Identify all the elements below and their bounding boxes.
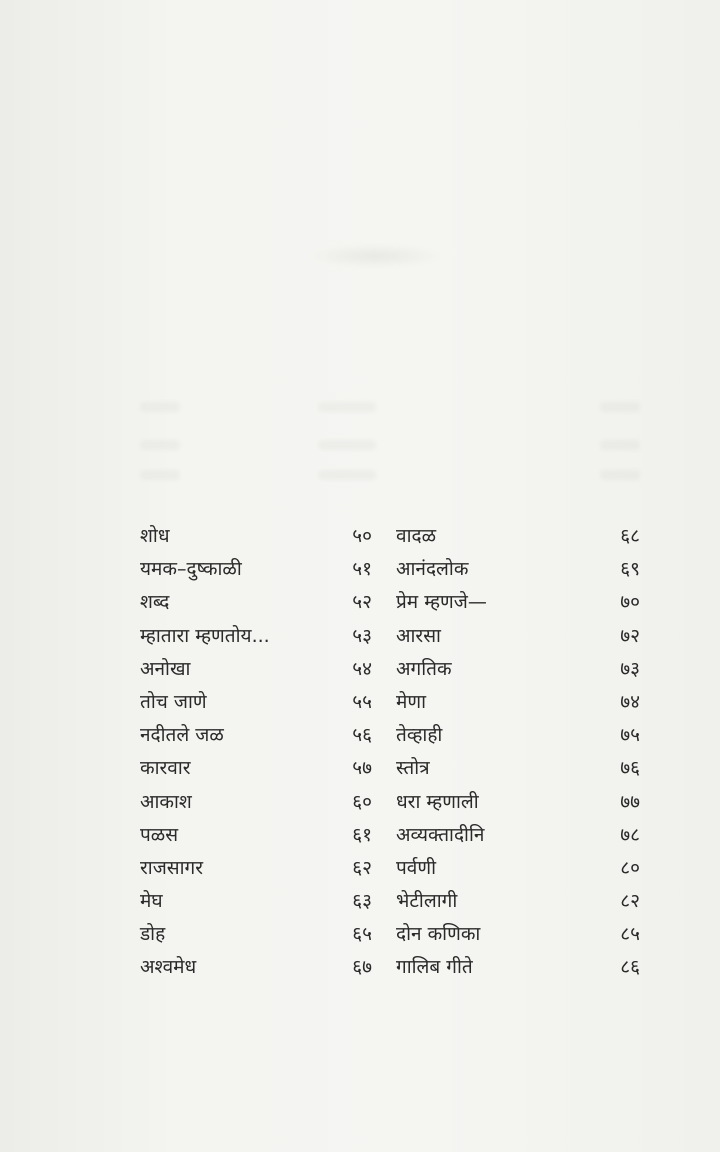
toc-entry-page: ७० [620,591,640,614]
toc-entry-title: अनोखा [140,657,191,680]
toc-entry-title: नदीतले जळ [140,724,224,747]
toc-entry-page: ६३ [352,890,372,913]
toc-entry [396,951,640,984]
toc-entry-title: दोन कणिका [396,923,481,946]
toc-entry-page: ६२ [352,856,372,879]
show-through-mark [140,470,180,480]
toc-entry-title: मेणा [396,690,427,713]
toc-entry-page: ८६ [620,956,640,979]
show-through-mark [318,402,376,412]
toc-entry [396,620,640,653]
toc-entry-page: ६७ [352,956,372,979]
toc-entry [140,719,372,752]
toc-entry-page: ७४ [620,690,640,713]
toc-entry-page: ७६ [620,757,640,780]
toc-entry-page: ६१ [352,823,372,846]
show-through-mark [600,402,640,412]
toc-entry-page: ७७ [620,790,640,813]
toc-entry [396,786,640,819]
toc-entry [140,553,372,586]
toc-entry-title: आकाश [140,790,192,813]
toc-right-column [396,520,640,985]
show-through-mark [600,440,640,450]
toc-entry-title: पर्वणी [396,856,437,879]
toc-entry-title: आरसा [396,624,441,647]
toc-entry-page: ६९ [620,558,640,581]
toc-entry-title: गालिब गीते [396,956,473,979]
toc-entry-title: वादळ [396,525,437,547]
toc-entry [140,786,372,819]
toc-entry-page: ८० [620,856,640,879]
toc-entry-title: तोच जाणे [140,690,207,713]
toc-entry-title: पळस [140,823,179,846]
show-through-mark [318,440,376,450]
show-through-mark [600,470,640,480]
toc-entry-page: ७५ [620,724,640,747]
toc-entry [396,885,640,918]
show-through-heading [305,244,445,268]
toc-entry-page: ५३ [352,624,372,647]
toc-entry-page: ५२ [352,591,372,614]
toc-entry-title: शब्द [140,591,170,614]
toc-entry-page: ५६ [352,724,372,747]
toc-entry-title: डोह [140,923,166,946]
toc-entry [140,951,372,984]
toc-entry-title: धरा म्हणाली [396,790,479,813]
toc-entry-title: अव्यक्तादीनि [396,823,485,846]
toc-entry-title: मेघ [140,890,163,913]
toc-entry-page: ६८ [620,525,640,547]
toc-entry [396,719,640,752]
toc-entry [140,620,372,653]
toc-entry-title: म्हातारा म्हणतोय... [140,624,270,647]
toc-entry-page: ५१ [352,558,372,581]
toc-entry [396,520,640,553]
toc-entry-page: ८५ [620,923,640,946]
show-through-mark [318,470,376,480]
toc-entry [140,752,372,785]
toc-entry-title: अगतिक [396,657,452,680]
toc-entry-page: ६५ [352,923,372,946]
toc-entry [140,653,372,686]
toc-entry-page: ५७ [352,757,372,780]
show-through-mark [140,402,180,412]
toc-entry-title: शोध [140,525,170,547]
toc-entry-title: प्रेम म्हणजे— [396,591,487,614]
toc-entry-page: ७८ [620,823,640,846]
toc-entry [140,819,372,852]
toc-entry-page: ७३ [620,657,640,680]
toc-entry-title: भेटीलागी [396,890,458,913]
toc-entry [140,586,372,619]
toc-entry-title: आनंदलोक [396,558,469,581]
toc-entry-page: ५५ [352,690,372,713]
toc-entry-title: राजसागर [140,856,204,879]
show-through-mark [140,440,180,450]
toc-entry-title: अश्वमेध [140,956,197,979]
toc-entry [396,653,640,686]
toc-entry-page: ६० [352,790,372,813]
toc-entry-title: तेव्हाही [396,724,443,747]
toc-entry-title: यमक–दुष्काळी [140,558,242,581]
toc-entry [140,852,372,885]
toc-entry [396,553,640,586]
toc-entry-title: स्तोत्र [396,757,430,780]
toc-entry-page: ५४ [352,657,372,680]
toc-entry [396,819,640,852]
toc-entry [396,918,640,951]
toc-entry [140,686,372,719]
toc-entry [396,752,640,785]
toc-entry-page: ५० [352,525,372,547]
toc-entry [140,885,372,918]
toc-entry [140,520,372,553]
toc-entry [396,586,640,619]
toc-entry [396,852,640,885]
toc-entry-title: कारवार [140,757,191,780]
toc-entry [396,686,640,719]
toc-left-column [140,520,372,985]
toc-entry [140,918,372,951]
toc-entry-page: ७२ [620,624,640,647]
table-of-contents [140,520,640,980]
toc-entry-page: ८२ [620,890,640,913]
